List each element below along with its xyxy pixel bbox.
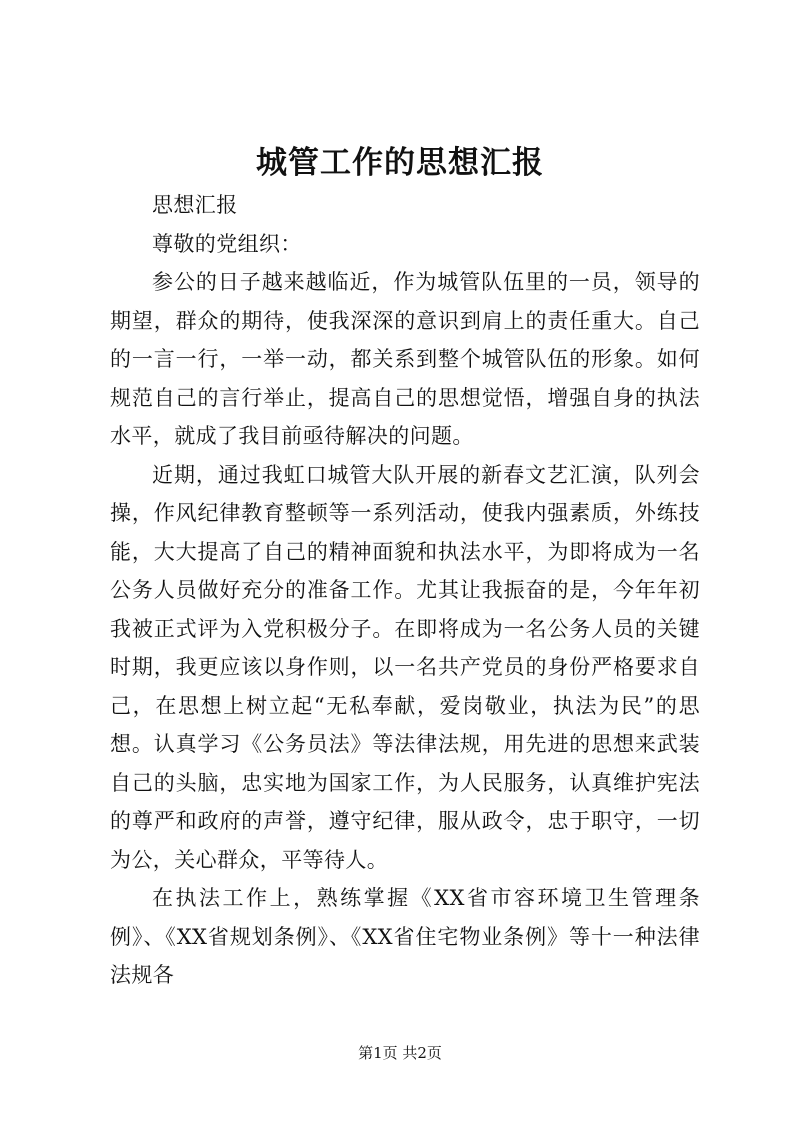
page-footer: 第1页 共2页 bbox=[358, 1044, 442, 1062]
paragraph-activities: 近期，通过我虹口城管大队开展的新春文艺汇演，队列会操，作风纪律教育整顿等一系列活动，使我内强素质，外练技能，大大提高了自己的精神面貌和执法水平，为即将成为一名公务人员做好充分的准备工作。尤其让我振奋的是，今年年初我被正式评为入党积极分子。在即将成为一名公务人员的关键时期，我更应该以身作则，以一名共产党员的身份严格要求自己，在思想上树立起“无私奉献，爱岗敬业，执法为民”的思想。认真学习《公务员法》等法律法规，用先进的思想来武装自己的头脑，忠实地为国家工作，为人民服务，认真维护宪法的尊严和政府的声誉，遵守纪律，服从政令，忠于职守，一切为公，关心群众，平等待人。 bbox=[110, 462, 700, 872]
paragraph-heading: 思想汇报 bbox=[152, 193, 238, 217]
paragraph-enforcement: 在执法工作上，熟练掌握《XX省市容环境卫生管理条例》、《XX省规划条例》、《XX省住宅物业条例》等十一种法律法规各 bbox=[110, 886, 700, 987]
document-body bbox=[110, 186, 700, 995]
paragraph-intro: 参公的日子越来越临近，作为城管队伍里的一员，领导的期望，群众的期待，使我深深的意识到肩上的责任重大。自己的一言一行，一举一动，都关系到整个城管队伍的形象。如何规范自己的言行举止，提高自己的思想觉悟，增强自身的执法水平，就成了我目前亟待解决的问题。 bbox=[110, 270, 700, 448]
document-title: 城管工作的思想汇报 bbox=[256, 145, 544, 181]
paragraph-salutation: 尊敬的党组织： bbox=[152, 231, 302, 256]
